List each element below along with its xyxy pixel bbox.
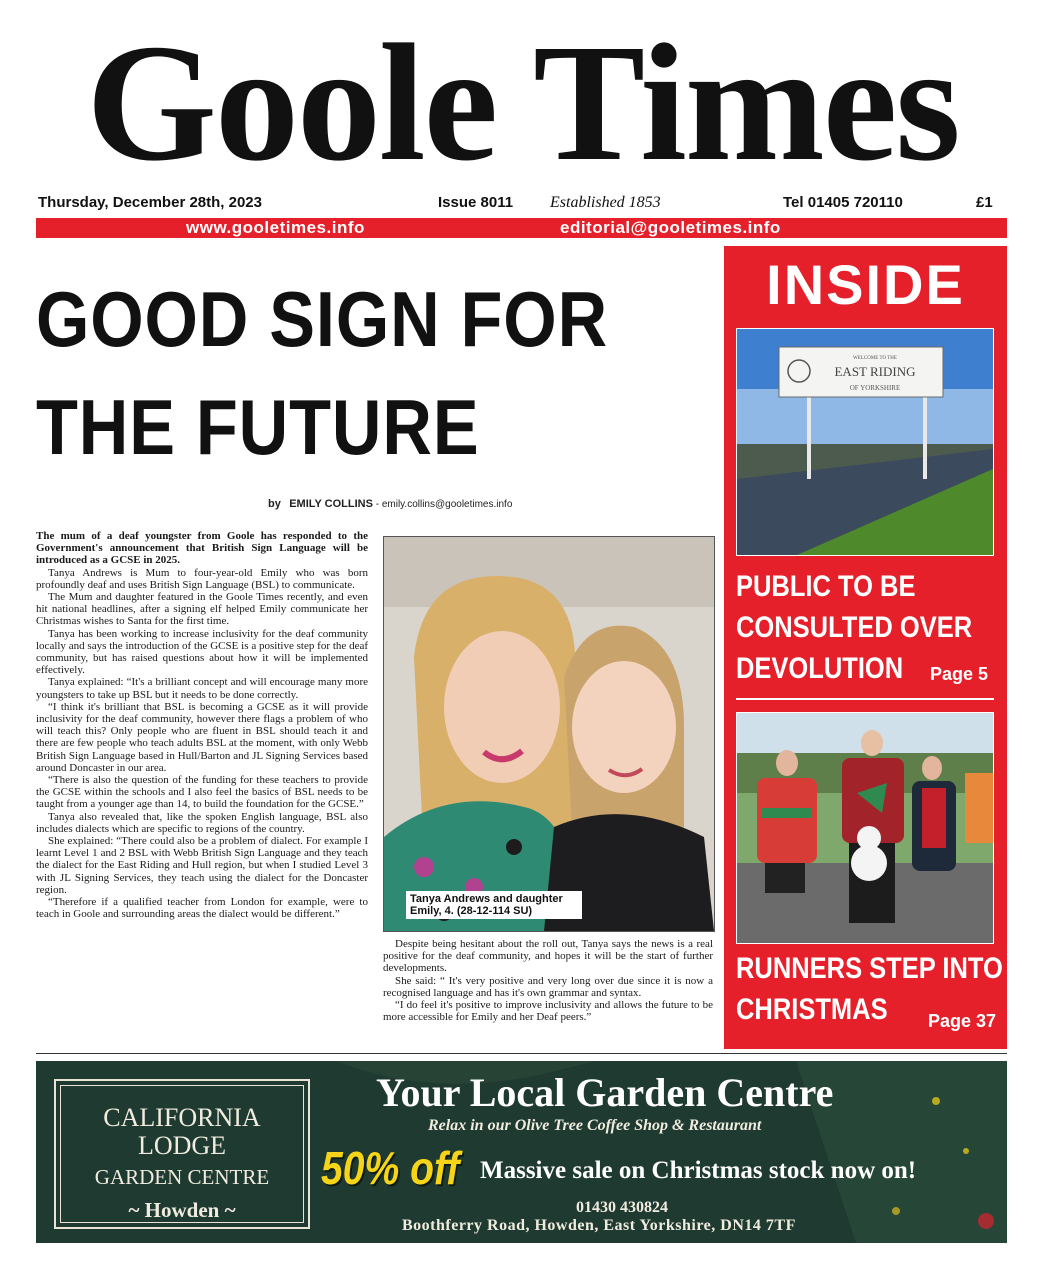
byline-email[interactable]: - emily.collins@gooletimes.info bbox=[375, 499, 513, 510]
east-riding-sign-photo[interactable] bbox=[736, 328, 994, 556]
red-url-bar bbox=[36, 218, 1007, 238]
story1-page-ref[interactable]: Page 5 bbox=[930, 664, 989, 684]
email-link[interactable]: editorial@gooletimes.info bbox=[560, 218, 781, 237]
inside-panel bbox=[724, 246, 1007, 1049]
article-lead-paragraph: The mum of a deaf youngster from Goole has responded to the Government's announcement that British Sign Language will be introduced as a GCSE in 2025. bbox=[36, 530, 368, 567]
story1-line-3: DEVOLUTION bbox=[736, 652, 904, 685]
logo-line-4: ~ Howden ~ bbox=[128, 1198, 236, 1222]
logo-line-1: CALIFORNIA bbox=[103, 1103, 261, 1132]
article-paragraph: “Therefore if a qualified teacher from London for example, were to teach in Goole and surrounding areas the dialect would be different.” bbox=[36, 896, 368, 921]
article-paragraph: “I do feel it's positive to improve inclusivity and allows the future to be more accessible for Emily and her Deaf peers.” bbox=[383, 999, 713, 1024]
story2-line-1: RUNNERS STEP INTO bbox=[736, 952, 1003, 985]
masthead-title: Goole Times bbox=[86, 10, 959, 196]
website-link[interactable]: www.gooletimes.info bbox=[186, 218, 365, 237]
story2-line-2: CHRISTMAS bbox=[736, 993, 888, 1026]
ad-address: Boothferry Road, Howden, East Yorkshire, DN14 7TF bbox=[402, 1217, 796, 1234]
logo-line-2: LODGE bbox=[137, 1131, 227, 1160]
telephone: Tel 01405 720110 bbox=[783, 194, 903, 211]
runners-photo[interactable] bbox=[736, 712, 994, 944]
logo-line-3: GARDEN CENTRE bbox=[94, 1165, 270, 1189]
caption-line-2: Emily, 4. (28-12-114 SU) bbox=[410, 905, 533, 917]
story2-page-ref[interactable]: Page 37 bbox=[928, 1011, 997, 1031]
established-year: Established 1853 bbox=[550, 194, 661, 211]
byline-author: EMILY COLLINS bbox=[289, 498, 373, 510]
article-column-1 bbox=[36, 530, 368, 921]
runners-image bbox=[737, 713, 993, 943]
price: £1 bbox=[976, 194, 993, 211]
article-paragraph: Tanya also revealed that, like the spoken English language, BSL also includes dialects which are specific to regions of the country. bbox=[36, 810, 368, 835]
caption-line-1: Tanya Andrews and daughter bbox=[410, 893, 563, 905]
ad-discount: 50% off bbox=[321, 1142, 460, 1194]
article-paragraph: “There is also the question of the funding for these teachers to provide the GCSE within the schools and I also feel the basics of BSL needs to be taught from a younger age than 14, to build the foundation for the GCSE.” bbox=[36, 774, 368, 811]
article-paragraph: The Mum and daughter featured in the Goole Times recently, and even hit national headlines, after a signing elf helped Emily communicate her Christmas wishes to Santa for the first time. bbox=[36, 591, 368, 628]
story1-line-2: CONSULTED OVER bbox=[736, 611, 973, 644]
byline-by: by bbox=[268, 498, 281, 510]
issue-date: Thursday, December 28th, 2023 bbox=[38, 194, 262, 211]
inside-divider bbox=[736, 698, 994, 700]
article-paragraph: Tanya has been working to increase inclusivity for the deaf community locally and says the introduction of the GCSE is a positive step for the deaf community, but has raised questions about how it will be implemented effectively. bbox=[36, 627, 368, 677]
story1-line-1: PUBLIC TO BE bbox=[736, 570, 916, 603]
inside-title: INSIDE bbox=[766, 253, 965, 316]
sign-yorkshire: OF YORKSHIRE bbox=[849, 384, 901, 392]
ad-sale-text: Massive sale on Christmas stock now on! bbox=[480, 1157, 917, 1184]
mother-daughter-photo bbox=[384, 537, 714, 931]
road-sign-image bbox=[737, 329, 993, 555]
article-paragraph: Tanya explained: “It's a brilliant concept and will encourage many more youngsters to take up BSL but it needs to be done correctly. bbox=[36, 676, 368, 701]
sign-welcome: WELCOME TO THE bbox=[853, 356, 897, 361]
ad-phone: 01430 430824 bbox=[576, 1199, 668, 1216]
article-paragraph: Tanya Andrews is Mum to four-year-old Emily who was born profoundly deaf and uses British Sign Language (BSL) to communicate. bbox=[36, 566, 368, 591]
article-paragraph: She said: “ It's very positive and very long over due since it is now a recognised language and has it's own grammar and syntax. bbox=[383, 974, 713, 999]
article-photo bbox=[383, 536, 715, 932]
info-bar bbox=[38, 190, 998, 216]
page-rule bbox=[36, 1053, 1007, 1054]
california-lodge-logo bbox=[54, 1079, 310, 1229]
garden-centre-advert[interactable] bbox=[36, 1061, 1007, 1243]
photo-caption bbox=[406, 891, 582, 919]
main-headline bbox=[36, 265, 634, 481]
article-paragraph: She explained: “There could also be a problem of dialect. For example I learnt Level 1 and 2 BSL with Webb British Sign Language and they teach the dialect for the East Riding and Hull region, but when I studied Level 3 with JL Signing Services, they teach using the dialect for the Doncaster region. bbox=[36, 835, 368, 896]
article-column-2 bbox=[383, 938, 713, 1023]
article-paragraph: “I think it's brilliant that BSL is becoming a GCSE as it will provide inclusivity for the deaf community, however there flags a problem of who will teach this? Only people who are fluent in BSL should teach it and there are few people who teach adults BSL at the moment, with only Webb British Sign Language based in Hull/Barton and JL Signing Services based around Doncaster in our area. bbox=[36, 700, 368, 774]
byline bbox=[268, 498, 512, 510]
headline-line-2: THE FUTURE bbox=[36, 383, 480, 471]
article-paragraph: Despite being hesitant about the roll out, Tanya says the news is a real positive for the deaf community, and hopes it will be the start of further developments. bbox=[383, 938, 713, 975]
ad-title: Your Local Garden Centre bbox=[376, 1070, 834, 1115]
issue-number: Issue 8011 bbox=[438, 194, 514, 211]
sign-east-riding: EAST RIDING bbox=[834, 364, 916, 379]
ad-subtitle: Relax in our Olive Tree Coffee Shop & Restaurant bbox=[428, 1117, 762, 1134]
headline-line-1: GOOD SIGN FOR bbox=[36, 275, 609, 363]
